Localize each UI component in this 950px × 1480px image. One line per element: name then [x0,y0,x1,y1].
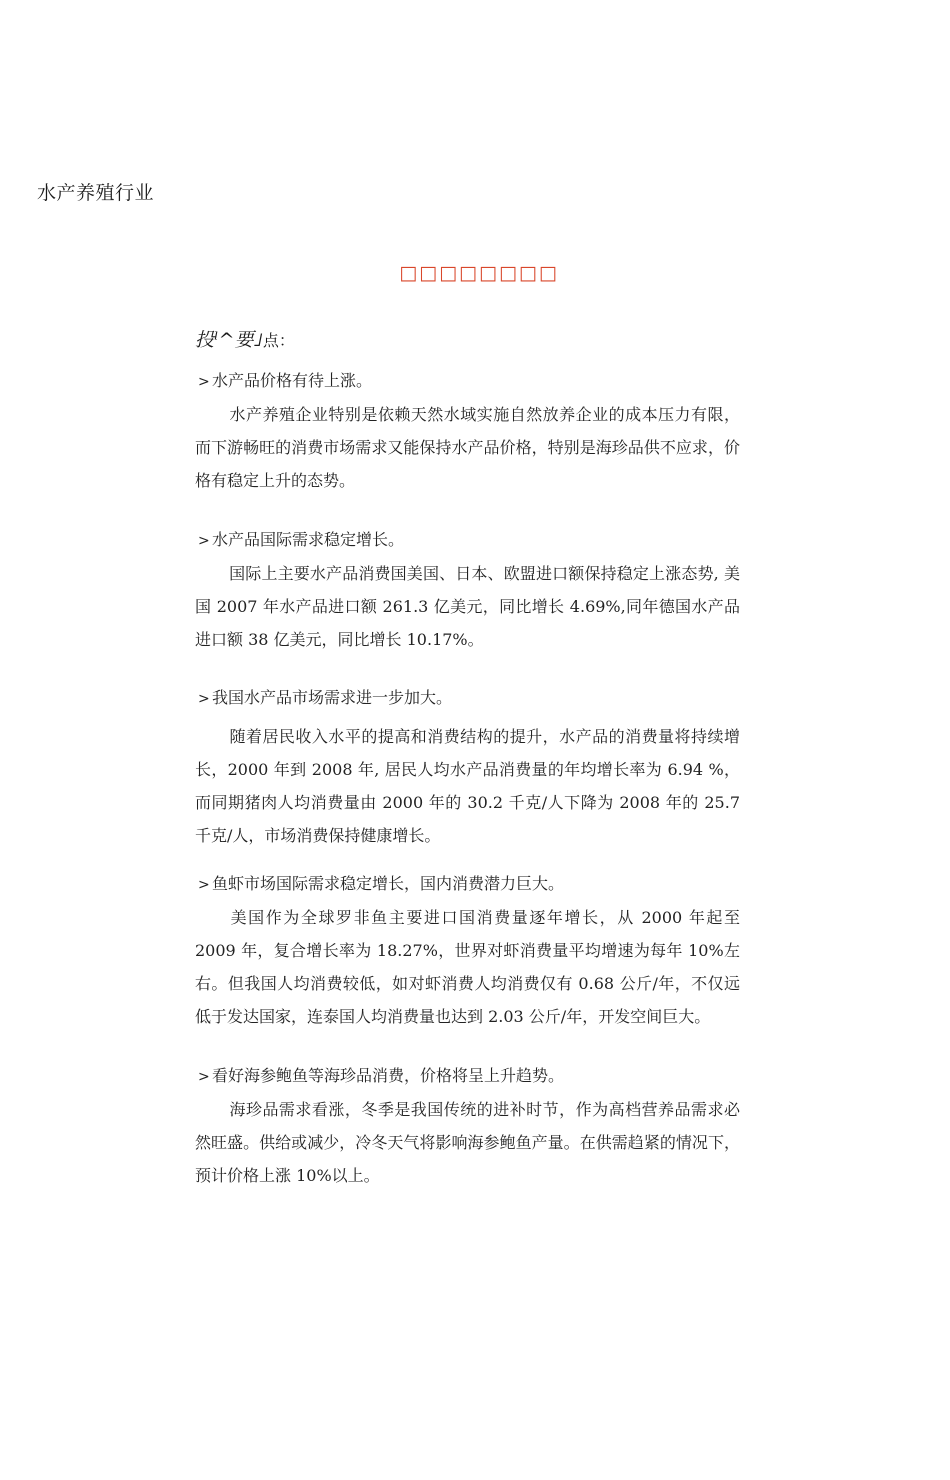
section-bullet [195,687,740,710]
bullet-text: 水产品价格有待上涨。 [212,371,373,390]
bullet-marker: > [198,877,210,893]
section-domestic-demand [195,687,740,852]
key-points-label: 投ˡ^要˩ [195,329,263,351]
bullet-marker: > [198,533,210,549]
paragraph-text: 国际上主要水产品消费国美国、日本、欧盟进口额保持稳定上涨态势, 美国 2007 年水产品进口额 261.3 亿美元，同比增长 4.69%,同年德国水产品进口额 38 亿美元，同比增长 10.17%。 [195,564,740,649]
section-international-demand [195,529,740,656]
bullet-marker: > [198,1069,210,1085]
bullet-text: 我国水产品市场需求进一步加大。 [212,688,453,707]
section-paragraph [195,901,740,1033]
section-paragraph [195,398,740,497]
section-bullet [195,873,740,896]
bullet-text: 看好海参鲍鱼等海珍品消费，价格将呈上升趋势。 [212,1066,565,1085]
paragraph-text: 海珍品需求看涨，冬季是我国传统的进补时节，作为高档营养品需求必然旺盛。供给或减少，冷冬天气将影响海参鲍鱼产量。在供需趋紧的情况下，预计价格上涨 10%以上。 [195,1100,740,1185]
key-points-suffix: 点： [262,331,295,350]
page-header-title: 水产养殖行业 [37,182,155,204]
report-title: □□□□□□□□ [399,262,559,284]
bullet-text: 鱼虾市场国际需求稳定增长，国内消费潜力巨大。 [212,874,565,893]
section-paragraph [195,1093,740,1192]
bullet-text: 水产品国际需求稳定增长。 [212,530,405,549]
key-points-heading [195,325,295,352]
section-bullet [195,1065,740,1088]
section-bullet [195,529,740,552]
section-paragraph [195,720,740,852]
paragraph-text: 随着居民收入水平的提高和消费结构的提升，水产品的消费量将持续增长，2000 年到 2008 年, 居民人均水产品消费量的年均增长率为 6.94 %，而同期猪肉人均消费量由 2000 年的 30.2 千克/人下降为 2008 年的 25.7 千克/人，市场消费保持健康增长。 [195,727,740,845]
section-seafood-delicacies [195,1065,740,1192]
section-price [195,370,740,497]
section-paragraph [195,557,740,656]
paragraph-text: 美国作为全球罗非鱼主要进口国消费量逐年增长，从 2000 年起至 2009 年，复合增长率为 18.27%，世界对虾消费量平均增速为每年 10%左右。但我国人均消费较低，如对虾消费人均消费仅有 0.68 公斤/年，不仅远低于发达国家，连泰国人均消费量也达到 2.03 公斤/年，开发空间巨大。 [195,908,740,1026]
bullet-marker: > [198,374,210,390]
bullet-marker: > [198,691,210,707]
section-fish-shrimp [195,873,740,1033]
paragraph-text: 水产养殖企业特别是依赖天然水域实施自然放养企业的成本压力有限，而下游畅旺的消费市场需求又能保持水产品价格，特别是海珍品供不应求，价格有稳定上升的态势。 [195,405,740,490]
section-bullet [195,370,740,393]
